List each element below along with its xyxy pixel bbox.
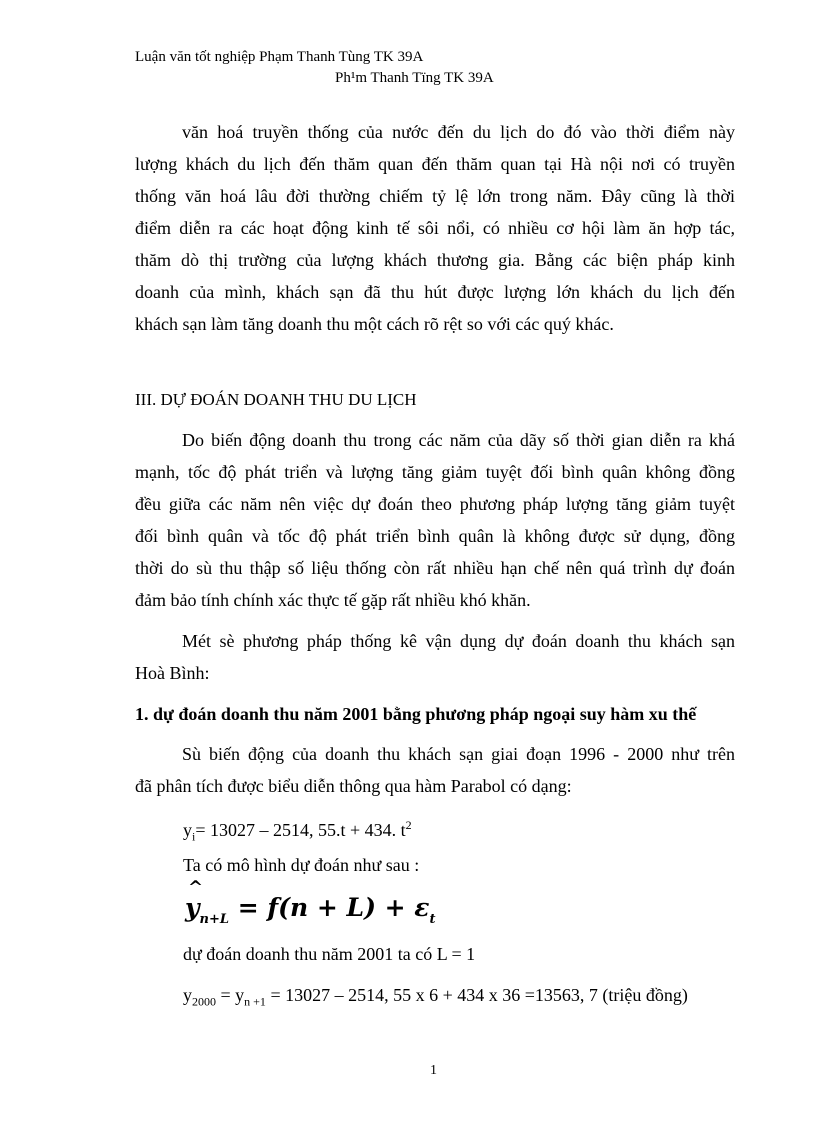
formula-body: = 13027 – 2514, 55 x 6 + 434 x 36 =13563, 7 (triệu đồng) [265, 985, 688, 1005]
paragraph-line: điểm diễn ra các hoạt động kinh tế sôi nổi, có nhiều cơ hội làm ăn hợp tác, [135, 218, 735, 238]
paragraph-line: mạnh, tốc độ phát triển và lượng tăng giảm tuyệt đối bình quân không đồng [135, 462, 735, 482]
paragraph-2 [135, 424, 735, 616]
formula-subscript: 2000 [192, 994, 216, 1009]
formula-equals: = [229, 893, 268, 922]
formula-y: y [183, 820, 192, 840]
subsection-heading: 1. dự đoán doanh thu năm 2001 bằng phương pháp ngoại suy hàm xu thế [135, 704, 697, 724]
formula-subscript: n+L [199, 912, 230, 927]
paragraph-line: văn hoá truyền thống của nước đến du lịch do đó vào thời điểm này [182, 122, 735, 142]
prediction-intro: dự đoán doanh thu năm 2001 ta có L = 1 [183, 944, 476, 964]
paragraph-line: Hoà Bình: [135, 663, 210, 683]
formula-subscript: i [192, 829, 196, 844]
section-heading: III. DỰ ĐOÁN DOANH THU DU LỊCH [135, 390, 417, 409]
formula-superscript: 2 [405, 818, 412, 832]
paragraph-line: Sù biến động của doanh thu khách sạn giai đoạn 1996 - 2000 như trên [182, 744, 735, 764]
page-number: 1 [430, 1063, 437, 1078]
formula-yhat: ^ y [185, 893, 200, 922]
formula-epsilon: ε [414, 893, 430, 922]
paragraph-3 [135, 625, 735, 689]
paragraph-4 [135, 738, 735, 802]
formula-plus: + [375, 893, 415, 922]
formula-args: (n + L) [278, 893, 376, 922]
header-line-2: Ph¹m Thanh Tïng TK 39A [335, 70, 494, 86]
paragraph-line: đảm bảo tính chính xác thực tế gặp rất nhiều khó khăn. [135, 590, 531, 610]
paragraph-line: lượng khách du lịch đến thăm quan đến thăm quan tại Hà nội nơi có truyền [135, 154, 735, 174]
formula-function: f [267, 893, 279, 922]
header-line-1: Luận văn tốt nghiệp Phạm Thanh Tùng TK 39A [135, 49, 424, 65]
formula-subscript: n +1 [244, 994, 266, 1009]
model-intro: Ta có mô hình dự đoán như sau : [183, 855, 420, 875]
paragraph-line: đã phân tích được biểu diễn thông qua hàm Parabol có dạng: [135, 776, 572, 796]
paragraph-line: thời do sù thu thập số liệu thống còn rất nhiều hạn chế nên quá trình dự đoán [135, 558, 735, 578]
paragraph-line: khách sạn làm tăng doanh thu một cách rõ rệt so với các quý khác. [135, 314, 614, 334]
paragraph-line: Mét sè phương pháp thống kê vận dụng dự đoán doanh thu khách sạn [182, 631, 735, 651]
formula-y: y [183, 985, 192, 1005]
formula-subscript: t [429, 912, 436, 927]
paragraph-line: đối bình quân và tốc độ phát triển bình quân là không được sử dụng, đồng [135, 526, 735, 546]
paragraph-line: thăm dò thị trường của lượng khách thương gia. Bằng các biện pháp kinh [135, 250, 735, 270]
paragraph-line: thống văn hoá lâu đời thường chiếm tỷ lệ lớn trong năm. Đây cũng là thời [135, 186, 735, 206]
forecast-model-formula [185, 893, 436, 927]
paragraph-line: doanh của mình, khách sạn đã thu hút được lượng lớn khách du lịch đến [135, 282, 735, 302]
formula-body: = 13027 – 2514, 55.t + 434. t [195, 820, 406, 840]
parabola-formula [183, 818, 412, 845]
prediction-formula [183, 985, 688, 1010]
paragraph-line: đều giữa các năm nên việc dự đoán theo phương pháp lượng tăng giảm tuyệt [135, 494, 735, 514]
paragraph-line: Do biến động doanh thu trong các năm của dãy số thời gian diễn ra khá [182, 430, 735, 450]
paragraph-1 [135, 116, 735, 340]
formula-mid: = y [216, 985, 245, 1005]
